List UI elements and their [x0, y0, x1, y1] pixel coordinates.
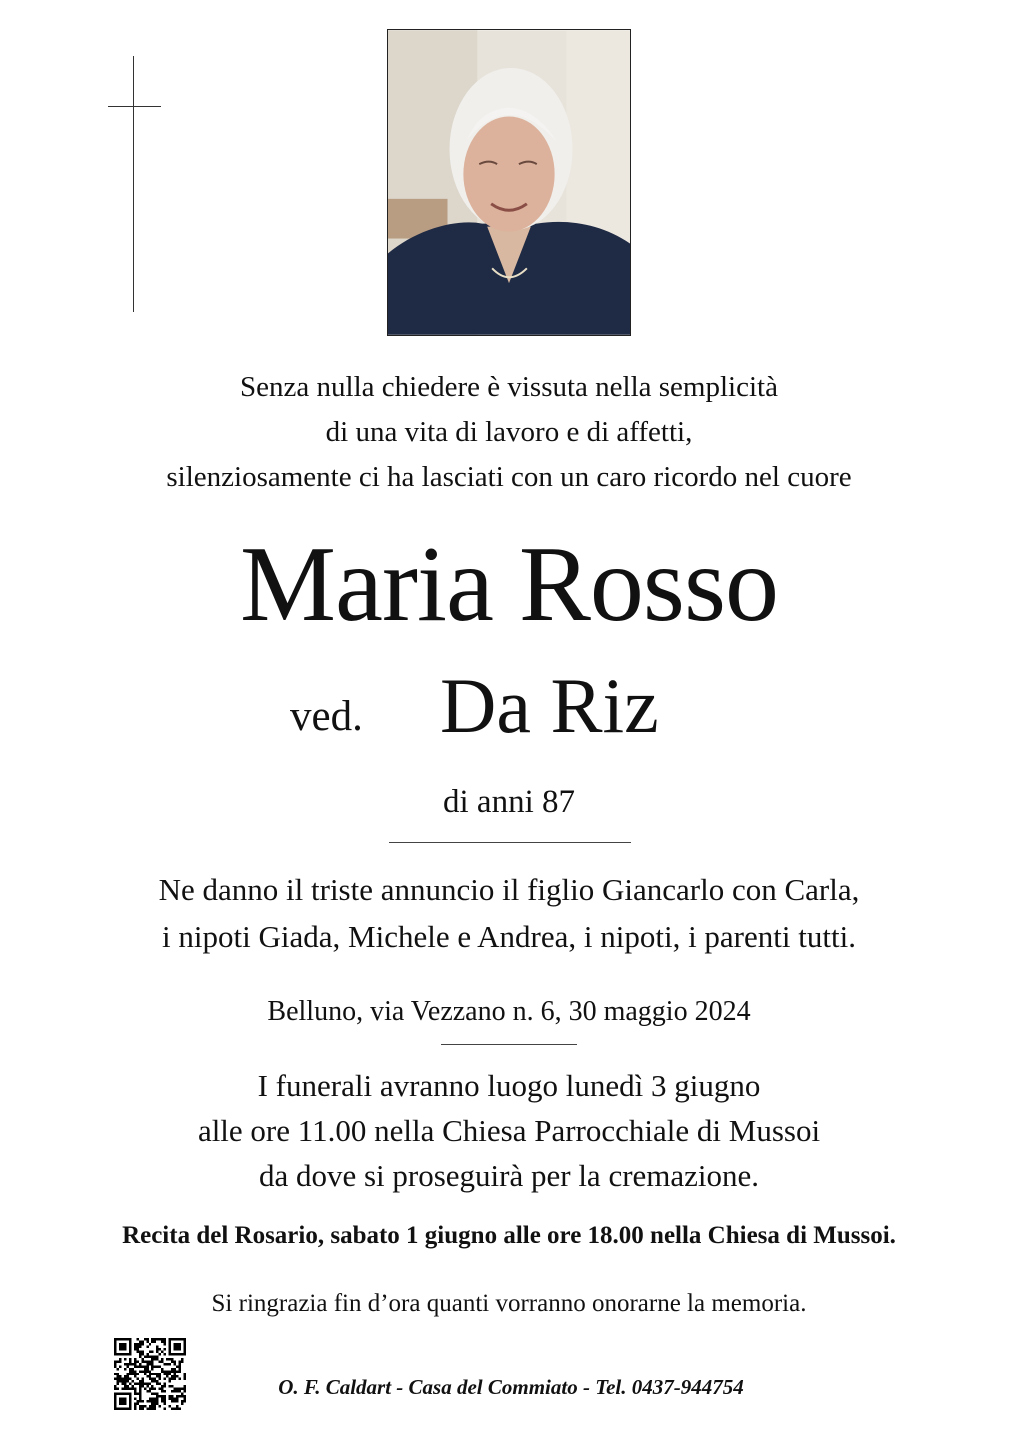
widow-prefix: ved.: [290, 693, 363, 740]
deceased-name: Maria Rosso: [240, 525, 778, 644]
divider: [389, 842, 631, 843]
announcement-line: Ne danno il triste annuncio il figlio Giancarlo con Carla,: [158, 872, 860, 907]
verse-line: di una vita di lavoro e di affetti,: [325, 416, 693, 448]
verse-line: silenziosamente ci ha lasciati con un caro ricordo nel cuore: [166, 461, 852, 493]
portrait-photo: [387, 29, 631, 336]
announcement-line: i nipoti Giada, Michele e Andrea, i nipoti, i parenti tutti.: [162, 919, 856, 954]
widow-line: [290, 662, 750, 755]
cross-icon-crossbar: [108, 106, 161, 107]
widow-surname: Da Riz: [440, 662, 659, 749]
place-date: Belluno, via Vezzano n. 6, 30 maggio 2024: [267, 996, 751, 1027]
funeral-home-contact: O. F. Caldart - Casa del Commiato - Tel. 0437-944754: [278, 1375, 744, 1399]
age: di anni 87: [443, 784, 575, 820]
divider: [441, 1044, 577, 1045]
thanks-note: Si ringrazia fin d’ora quanti vorranno onorarne la memoria.: [211, 1290, 807, 1317]
opening-verse: [0, 365, 1018, 500]
announcement: [0, 866, 1018, 960]
funeral-line: alle ore 11.00 nella Chiesa Parrocchiale di Mussoi: [197, 1113, 821, 1148]
funeral-home-footer: [0, 1371, 1018, 1403]
verse-line: Senza nulla chiedere è vissuta nella semplicità: [240, 371, 778, 403]
funeral-line: da dove si proseguirà per la cremazione.: [258, 1158, 760, 1193]
funeral-details: [0, 1063, 1018, 1198]
rosary-notice: Recita del Rosario, sabato 1 giugno alle ore 18.00 nella Chiesa di Mussoi.: [122, 1222, 896, 1249]
cross-icon: [133, 56, 134, 312]
funeral-line: I funerali avranno luogo lunedì 3 giugno: [257, 1068, 761, 1103]
